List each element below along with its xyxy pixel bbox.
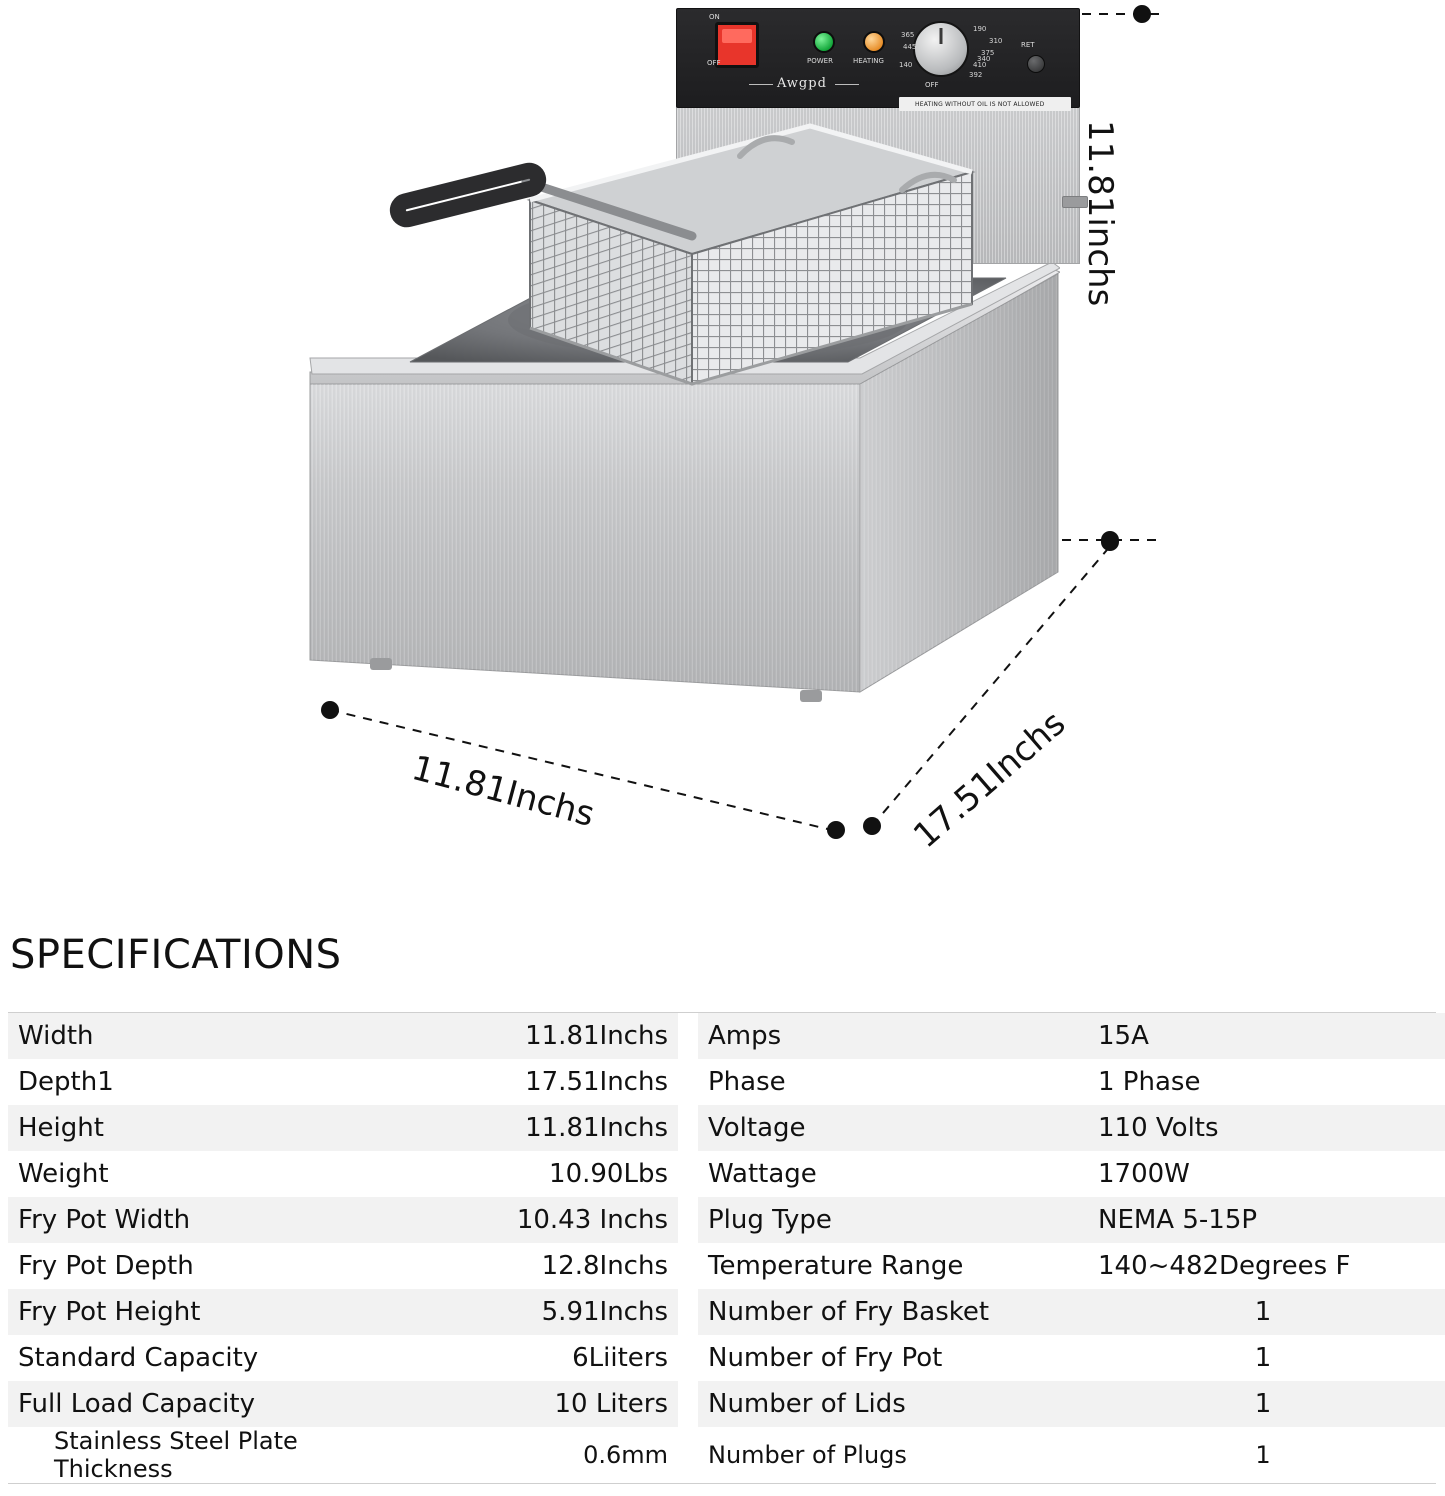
dial-mark-392: 392 (969, 71, 983, 79)
spec-key: Stainless Steel Plate Thickness (54, 1427, 298, 1483)
brand-name: Awgpd (777, 76, 827, 91)
column-divider (678, 1427, 698, 1483)
table-row (8, 1335, 1445, 1381)
dial-mark-140: 140 (899, 61, 913, 69)
spec-value: 1 (1254, 1297, 1272, 1327)
spec-key: Temperature Range (708, 1251, 964, 1281)
spec-value: 1 Phase (1098, 1067, 1201, 1097)
brand-rule-right (835, 84, 859, 85)
power-label: POWER (807, 57, 833, 65)
dial-mark-445: 445 (903, 43, 917, 51)
dial-mark-375: 375 (981, 49, 995, 57)
spec-key: Number of Fry Basket (708, 1297, 990, 1327)
spec-value: 12.8Inchs (541, 1251, 668, 1281)
warning-label: HEATING WITHOUT OIL IS NOT ALLOWED (899, 97, 1071, 111)
spec-value: 1 (1255, 1441, 1271, 1469)
column-divider (678, 1289, 698, 1335)
fry-basket-graphic (510, 116, 980, 406)
column-divider (678, 1105, 698, 1151)
column-divider (678, 1243, 698, 1289)
spec-key: Width (18, 1021, 94, 1051)
reset-button[interactable] (1027, 55, 1045, 73)
spec-value: 1 (1254, 1389, 1272, 1419)
temperature-knob[interactable] (913, 21, 969, 77)
dial-mark-340: 340 (977, 55, 991, 63)
reset-label: RET (1021, 41, 1035, 49)
column-divider (678, 1197, 698, 1243)
spec-value: 110 Volts (1098, 1113, 1219, 1143)
table-row (8, 1151, 1445, 1197)
column-divider (678, 1381, 698, 1427)
spec-key: Number of Fry Pot (708, 1343, 943, 1373)
control-panel (676, 8, 1080, 108)
dimension-width-label: 11.81Inchs (407, 748, 599, 836)
spec-key: Wattage (708, 1159, 817, 1189)
spec-value: 6Liiters (572, 1343, 668, 1373)
switch-off-label: OFF (707, 59, 721, 67)
spec-value: NEMA 5-15P (1098, 1205, 1258, 1235)
spec-value: 1 (1254, 1343, 1272, 1373)
dial-mark-365: 365 (901, 31, 915, 39)
table-row (8, 1243, 1445, 1289)
spec-value: 10 Liters (554, 1389, 668, 1419)
spec-key: Plug Type (708, 1205, 832, 1235)
spec-key: Amps (708, 1021, 782, 1051)
table-row (8, 1381, 1445, 1427)
spec-key: Full Load Capacity (18, 1389, 255, 1419)
dial-mark-410: 410 (973, 61, 987, 69)
spec-key: Fry Pot Height (18, 1297, 201, 1327)
spec-value: 140~482Degrees F (1098, 1251, 1351, 1281)
specifications-title: SPECIFICATIONS (10, 932, 342, 978)
switch-on-label: ON (709, 13, 720, 21)
table-row (8, 1197, 1445, 1243)
spec-value: 11.81Inchs (525, 1113, 668, 1143)
spec-key: Number of Plugs (708, 1441, 907, 1469)
column-divider (678, 1013, 698, 1059)
spec-key: Fry Pot Depth (18, 1251, 194, 1281)
spec-key: Weight (18, 1159, 109, 1189)
spec-value: 5.91Inchs (541, 1297, 668, 1327)
brand-rule-left (749, 84, 773, 85)
table-row (8, 1289, 1445, 1335)
spec-key: Depth1 (18, 1067, 114, 1097)
power-rocker-switch[interactable] (715, 22, 759, 68)
spec-value: 15A (1098, 1021, 1149, 1051)
spec-value: 10.43 Inchs (516, 1205, 668, 1235)
power-indicator-light (813, 31, 835, 53)
spec-value: 0.6mm (583, 1441, 668, 1469)
spec-key: Phase (708, 1067, 786, 1097)
specifications-table (8, 1013, 1445, 1483)
table-row (8, 1059, 1445, 1105)
spec-value: 10.90Lbs (549, 1159, 668, 1189)
table-row (8, 1105, 1445, 1151)
spec-value: 11.81Inchs (525, 1021, 668, 1051)
table-row (8, 1013, 1445, 1059)
specifications-table-wrapper (8, 1012, 1436, 1484)
spec-value: 17.51Inchs (525, 1067, 668, 1097)
table-row (8, 1427, 1445, 1483)
spec-key: Standard Capacity (18, 1343, 259, 1373)
spec-key: Height (18, 1113, 104, 1143)
heating-indicator-light (863, 31, 885, 53)
dimension-height-label: 11.81inchs (1080, 120, 1120, 307)
spec-key: Voltage (708, 1113, 806, 1143)
column-divider (678, 1151, 698, 1197)
spec-key: Number of Lids (708, 1389, 906, 1419)
dial-mark-190: 190 (973, 25, 987, 33)
spec-value: 1700W (1098, 1159, 1190, 1189)
column-divider (678, 1059, 698, 1105)
spec-key: Fry Pot Width (18, 1205, 191, 1235)
heating-label: HEATING (853, 57, 884, 65)
knob-off-label: OFF (925, 81, 939, 89)
column-divider (678, 1335, 698, 1381)
dial-mark-310: 310 (989, 37, 1003, 45)
dimension-depth-label: 17.51Inchs (906, 703, 1074, 857)
